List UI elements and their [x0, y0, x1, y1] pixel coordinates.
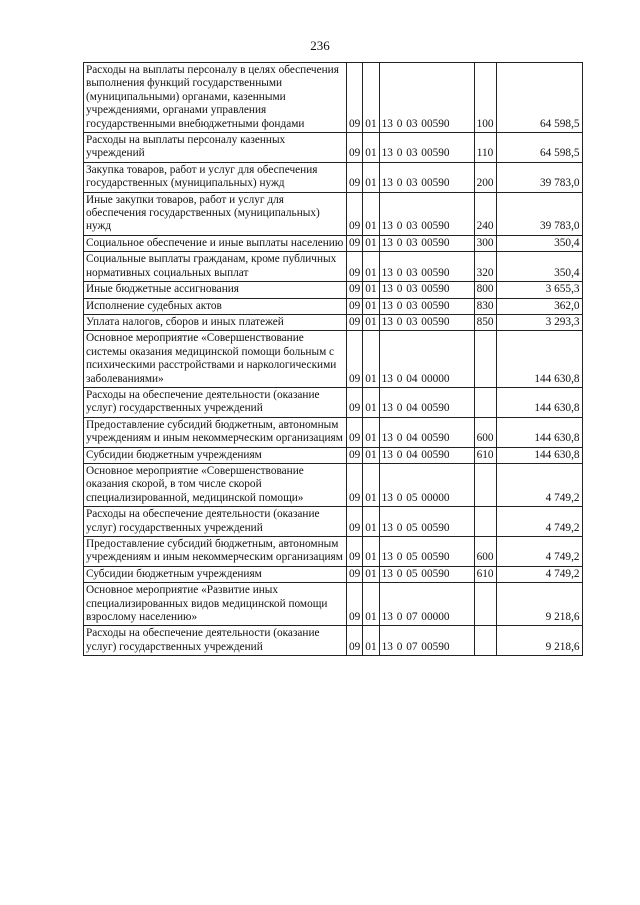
budget-table-body: [84, 63, 583, 656]
row-amount: 350,4: [496, 235, 582, 251]
row-target-article: 13 0 03 00590: [379, 162, 474, 192]
row-target-article: 13 0 03 00590: [379, 252, 474, 282]
row-expense-type: 850: [474, 314, 496, 330]
row-expense-type: 240: [474, 192, 496, 235]
row-name: Основное мероприятие «Совершенствование системы оказания медицинской помощи больным с психическими расстройствами и наркологическими заболеваниями»: [84, 331, 347, 388]
row-name: Расходы на обеспечение деятельности (оказание услуг) государственных учреждений: [84, 626, 347, 656]
row-expense-type: [474, 463, 496, 506]
row-subsection-code: 01: [363, 537, 379, 567]
row-subsection-code: 01: [363, 507, 379, 537]
table-row: [84, 133, 583, 163]
row-name: Уплата налогов, сборов и иных платежей: [84, 314, 347, 330]
row-target-article: 13 0 05 00590: [379, 507, 474, 537]
row-target-article: 13 0 07 00590: [379, 626, 474, 656]
row-target-article: 13 0 03 00590: [379, 192, 474, 235]
row-section-code: 09: [347, 314, 363, 330]
table-row: [84, 566, 583, 582]
row-expense-type: [474, 331, 496, 388]
row-section-code: 09: [347, 162, 363, 192]
row-name: Социальное обеспечение и иные выплаты населению: [84, 235, 347, 251]
table-row: [84, 331, 583, 388]
row-name: Расходы на выплаты персоналу в целях обеспечения выполнения функций государственными (муниципальными) органами, казенными учреждениями, органами управления государственными внебюджетными фондами: [84, 63, 347, 133]
row-subsection-code: 01: [363, 387, 379, 417]
row-subsection-code: 01: [363, 162, 379, 192]
row-amount: 39 783,0: [496, 162, 582, 192]
row-amount: 144 630,8: [496, 331, 582, 388]
row-section-code: 09: [347, 192, 363, 235]
row-amount: 362,0: [496, 298, 582, 314]
row-subsection-code: 01: [363, 583, 379, 626]
table-row: [84, 537, 583, 567]
row-target-article: 13 0 07 00000: [379, 583, 474, 626]
row-section-code: 09: [347, 63, 363, 133]
row-section-code: 09: [347, 507, 363, 537]
row-target-article: 13 0 04 00590: [379, 447, 474, 463]
table-row: [84, 626, 583, 656]
row-section-code: 09: [347, 537, 363, 567]
row-amount: 350,4: [496, 252, 582, 282]
row-expense-type: 800: [474, 282, 496, 298]
row-name: Закупка товаров, работ и услуг для обеспечения государственных (муниципальных) нужд: [84, 162, 347, 192]
row-section-code: 09: [347, 626, 363, 656]
table-row: [84, 63, 583, 133]
budget-table: [83, 62, 583, 656]
row-amount: 64 598,5: [496, 63, 582, 133]
row-section-code: 09: [347, 298, 363, 314]
row-amount: 4 749,2: [496, 507, 582, 537]
row-amount: 4 749,2: [496, 463, 582, 506]
row-target-article: 13 0 03 00590: [379, 282, 474, 298]
row-target-article: 13 0 05 00590: [379, 566, 474, 582]
row-expense-type: 100: [474, 63, 496, 133]
row-subsection-code: 01: [363, 235, 379, 251]
row-name: Исполнение судебных актов: [84, 298, 347, 314]
row-name: Основное мероприятие «Развитие иных специализированных видов медицинской помощи взрослому населению»: [84, 583, 347, 626]
row-subsection-code: 01: [363, 566, 379, 582]
table-row: [84, 463, 583, 506]
row-expense-type: [474, 626, 496, 656]
row-target-article: 13 0 05 00590: [379, 537, 474, 567]
row-amount: 144 630,8: [496, 417, 582, 447]
row-name: Основное мероприятие «Совершенствование оказания скорой, в том числе скорой специализированной, медицинской помощи»: [84, 463, 347, 506]
row-name: Предоставление субсидий бюджетным, автономным учреждениям и иным некоммерческим организациям: [84, 537, 347, 567]
row-expense-type: 200: [474, 162, 496, 192]
row-amount: 144 630,8: [496, 387, 582, 417]
row-subsection-code: 01: [363, 298, 379, 314]
row-section-code: 09: [347, 331, 363, 388]
row-amount: 4 749,2: [496, 537, 582, 567]
row-amount: 3 655,3: [496, 282, 582, 298]
row-amount: 64 598,5: [496, 133, 582, 163]
row-amount: 3 293,3: [496, 314, 582, 330]
row-section-code: 09: [347, 387, 363, 417]
row-expense-type: 600: [474, 537, 496, 567]
table-row: [84, 235, 583, 251]
row-expense-type: 610: [474, 447, 496, 463]
table-row: [84, 282, 583, 298]
table-row: [84, 507, 583, 537]
row-subsection-code: 01: [363, 626, 379, 656]
row-section-code: 09: [347, 133, 363, 163]
row-target-article: 13 0 04 00590: [379, 387, 474, 417]
row-amount: 144 630,8: [496, 447, 582, 463]
row-subsection-code: 01: [363, 282, 379, 298]
row-expense-type: [474, 583, 496, 626]
row-target-article: 13 0 03 00590: [379, 298, 474, 314]
row-name: Расходы на обеспечение деятельности (оказание услуг) государственных учреждений: [84, 387, 347, 417]
row-name: Иные бюджетные ассигнования: [84, 282, 347, 298]
row-expense-type: 320: [474, 252, 496, 282]
row-section-code: 09: [347, 566, 363, 582]
table-row: [84, 252, 583, 282]
row-subsection-code: 01: [363, 63, 379, 133]
table-row: [84, 162, 583, 192]
table-row: [84, 447, 583, 463]
row-expense-type: 110: [474, 133, 496, 163]
row-amount: 9 218,6: [496, 626, 582, 656]
row-name: Субсидии бюджетным учреждениям: [84, 566, 347, 582]
row-subsection-code: 01: [363, 133, 379, 163]
row-target-article: 13 0 04 00000: [379, 331, 474, 388]
row-name: Субсидии бюджетным учреждениям: [84, 447, 347, 463]
table-row: [84, 298, 583, 314]
row-expense-type: 300: [474, 235, 496, 251]
row-name: Расходы на обеспечение деятельности (оказание услуг) государственных учреждений: [84, 507, 347, 537]
row-section-code: 09: [347, 583, 363, 626]
row-expense-type: 610: [474, 566, 496, 582]
row-amount: 4 749,2: [496, 566, 582, 582]
table-row: [84, 192, 583, 235]
row-expense-type: 600: [474, 417, 496, 447]
row-subsection-code: 01: [363, 331, 379, 388]
row-subsection-code: 01: [363, 192, 379, 235]
row-subsection-code: 01: [363, 447, 379, 463]
table-row: [84, 387, 583, 417]
row-amount: 9 218,6: [496, 583, 582, 626]
row-section-code: 09: [347, 417, 363, 447]
row-expense-type: [474, 507, 496, 537]
row-target-article: 13 0 04 00590: [379, 417, 474, 447]
row-section-code: 09: [347, 463, 363, 506]
row-target-article: 13 0 03 00590: [379, 235, 474, 251]
row-name: Расходы на выплаты персоналу казенных учреждений: [84, 133, 347, 163]
row-target-article: 13 0 05 00000: [379, 463, 474, 506]
row-expense-type: [474, 387, 496, 417]
row-expense-type: 830: [474, 298, 496, 314]
row-subsection-code: 01: [363, 417, 379, 447]
row-target-article: 13 0 03 00590: [379, 314, 474, 330]
table-row: [84, 583, 583, 626]
row-subsection-code: 01: [363, 314, 379, 330]
row-section-code: 09: [347, 235, 363, 251]
row-target-article: 13 0 03 00590: [379, 133, 474, 163]
row-section-code: 09: [347, 447, 363, 463]
table-row: [84, 417, 583, 447]
row-section-code: 09: [347, 252, 363, 282]
row-target-article: 13 0 03 00590: [379, 63, 474, 133]
row-amount: 39 783,0: [496, 192, 582, 235]
table-row: [84, 314, 583, 330]
row-name: Предоставление субсидий бюджетным, автономным учреждениям и иным некоммерческим организациям: [84, 417, 347, 447]
page-number: 236: [310, 38, 330, 53]
row-subsection-code: 01: [363, 252, 379, 282]
row-name: Иные закупки товаров, работ и услуг для обеспечения государственных (муниципальных) нужд: [84, 192, 347, 235]
row-section-code: 09: [347, 282, 363, 298]
row-subsection-code: 01: [363, 463, 379, 506]
row-name: Социальные выплаты гражданам, кроме публичных нормативных социальных выплат: [84, 252, 347, 282]
